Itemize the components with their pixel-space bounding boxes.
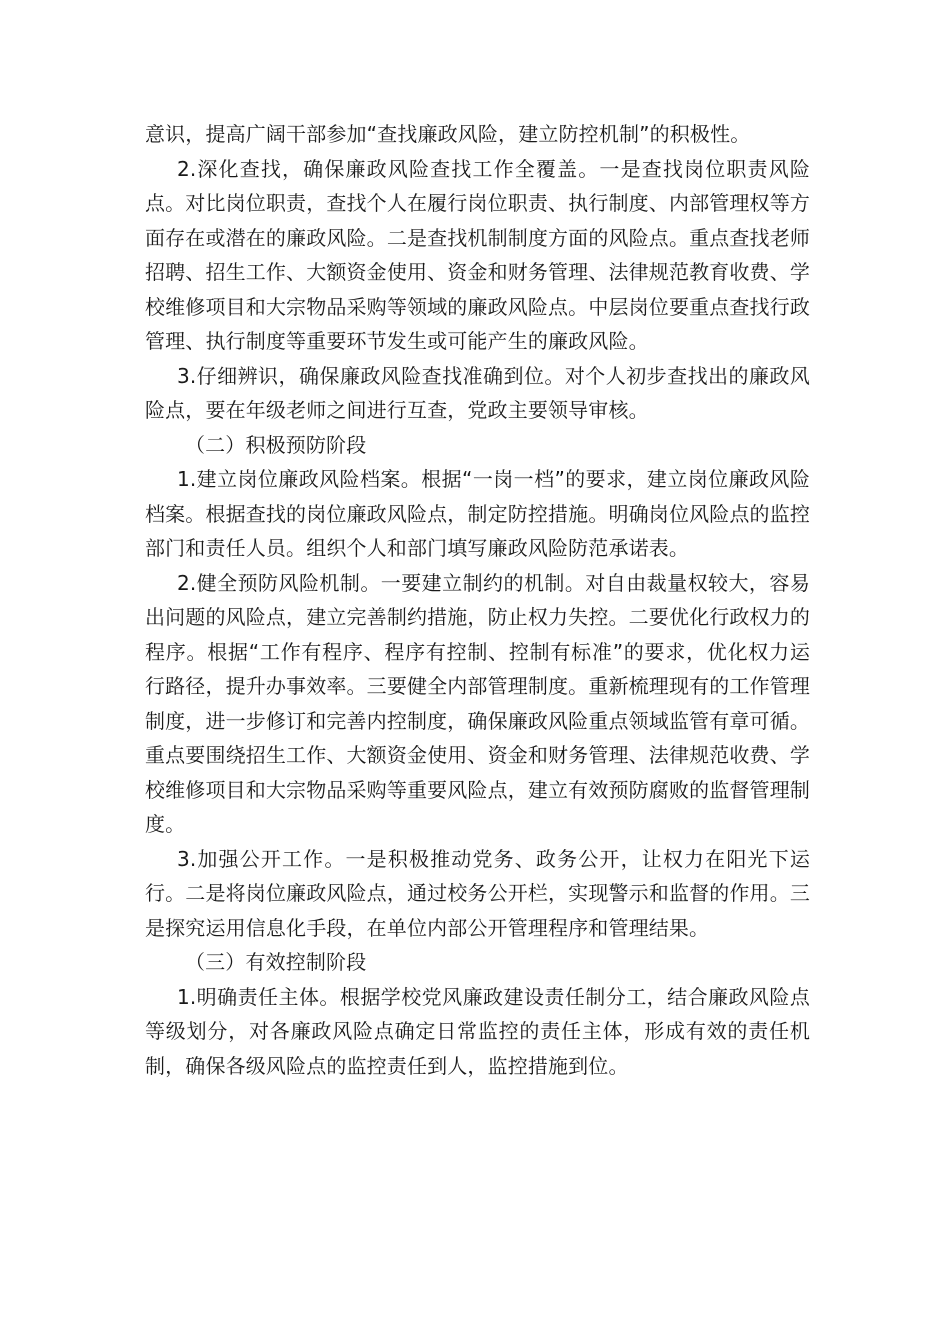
paragraph-item-prevention-mechanism: 2.健全预防风险机制。一要建立制约的机制。对自由裁量权较大，容易出问题的风险点，建立完善制约措施，防止权力失控。二要优化行政权力的程序。根据“工作有程序、程序有控制、控制有标准”的要求，优化权力运行路径，提升办事效率。三要健全内部管理制度。重新梳理现有的工作管理制度，进一步修订和完善内控制度，确保廉政风险重点领域监管有章可循。重点要围绕招生工作、大额资金使用、资金和财务管理、法律规范收费、学校维修项目和大宗物品采购等重要风险点，建立有效预防腐败的监督管理制度。 bbox=[145, 570, 810, 836]
paragraph-continuation: 意识，提高广阔干部参加“查找廉政风险，建立防控机制”的积极性。 bbox=[145, 122, 751, 146]
paragraph-item-careful-identify: 3.仔细辨识，确保廉政风险查找准确到位。对个人初步查找出的廉政风险点，要在年级老师之间进行互查，党政主要领导审核。 bbox=[145, 363, 810, 422]
paragraph-item-deepen-search: 2.深化查找，确保廉政风险查找工作全覆盖。一是查找岗位职责风险点。对比岗位职责，查找个人在履行岗位职责、执行制度、内部管理权等方面存在或潜在的廉政风险。二是查找机制制度方面的风险点。重点查找老师招聘、招生工作、大额资金使用、资金和财务管理、法律规范教育收费、学校维修项目和大宗物品采购等领域的廉政风险点。中层岗位要重点查找行政管理、执行制度等重要环节发生或可能产生的廉政风险。 bbox=[145, 156, 810, 353]
section-heading-prevention: （二）积极预防阶段 bbox=[185, 432, 367, 457]
paragraph-item-risk-archive: 1.建立岗位廉政风险档案。根据“一岗一档”的要求，建立岗位廉政风险档案。根据查找的岗位廉政风险点，制定防控措施。明确岗位风险点的监控部门和责任人员。组织个人和部门填写廉政风险防范承诺表。 bbox=[145, 467, 810, 560]
document-body bbox=[145, 117, 810, 1083]
section-heading-control: （三）有效控制阶段 bbox=[185, 950, 367, 974]
paragraph-item-responsibility: 1.明确责任主体。根据学校党风廉政建设责任制分工，结合廉政风险点等级划分，对各廉政风险点确定日常监控的责任主体，形成有效的责任机制，确保各级风险点的监控责任到人，监控措施到位。 bbox=[145, 984, 810, 1078]
paragraph-item-openness: 3.加强公开工作。一是积极推动党务、政务公开，让权力在阳光下运行。二是将岗位廉政风险点，通过校务公开栏，实现警示和监督的作用。三是探究运用信息化手段，在单位内部公开管理程序和管理结果。 bbox=[145, 846, 810, 940]
